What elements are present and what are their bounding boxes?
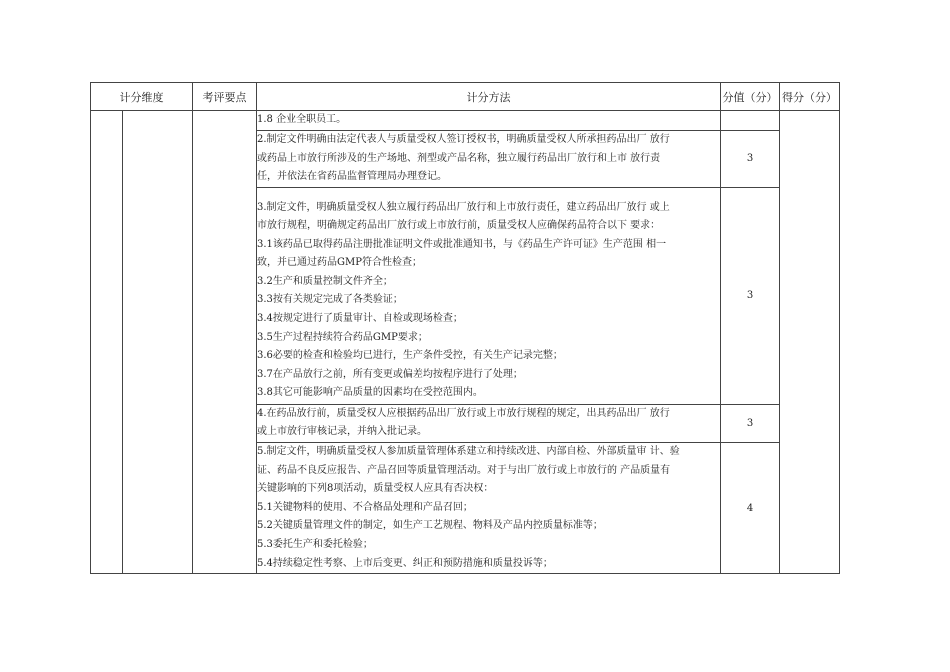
method-line: 市放行规程，明确规定药品出厂放行或上市放行前，质量受权人应确保药品符合以下 要求： (257, 220, 661, 232)
points-cell: 3 (721, 187, 780, 404)
method-line: 3.2生产和质量控制文件齐全； (257, 275, 393, 287)
method-cell (257, 442, 721, 573)
method-cell (257, 131, 721, 188)
method-line: 3.4按规定进行了质量审计、自检或现场检查； (257, 313, 463, 325)
method-line: 5.4持续稳定性考察、上市后变更、纠正和预防措施和质量投诉等； (257, 557, 553, 569)
method-line: 关键影响的下列8项活动，质量受权人应具有否决权： (257, 483, 494, 495)
method-line: 5.2关键质量管理文件的制定，如生产工艺规程、物料及产品内控质量标准等； (257, 520, 603, 532)
method-line: 任，并依法在省药品监督管理局办理登记。 (257, 171, 447, 183)
header-points: 分值（分） (721, 83, 780, 111)
method-line: 4.在药品放行前，质量受权人应根据药品出厂放行或上市放行规程的规定，出具药品出厂 放行 (257, 407, 670, 419)
method-line: 证、药品不良反应报告、产品召回等质量管理活动。对于与出厂放行或上市放行的 产品质量有 (257, 464, 671, 476)
header-key-points: 考评要点 (193, 83, 257, 111)
key-points-cell (193, 111, 257, 574)
method-line: 3.1该药品已取得药品注册批准证明文件或批准通知书，与《药品生产许可证》生产范围 相一 (257, 238, 667, 250)
points-cell: 3 (721, 131, 780, 188)
method-line: 1.8 企业全职员工。 (257, 114, 347, 126)
dimension-cell (91, 111, 123, 574)
points-cell: 3 (721, 404, 780, 442)
method-cell (257, 111, 721, 131)
method-line: 3.6必要的检查和检验均已进行，生产条件受控，有关生产记录完整； (257, 350, 563, 362)
method-line: 5.1关键物料的使用、不合格品处理和产品召回； (257, 501, 473, 513)
scoring-table (90, 82, 840, 574)
method-line: 3.8其它可能影响产品质量的因素均在受控范围内。 (257, 387, 483, 399)
score-cell (780, 111, 840, 574)
method-line: 5.3委托生产和委托检验； (257, 538, 373, 550)
header-score: 得分（分） (780, 83, 840, 111)
table-row (91, 111, 840, 131)
method-line: 3.7在产品放行之前，所有变更或偏差均按程序进行了处理； (257, 368, 523, 380)
method-line: 3.5生产过程持续符合药品GMP要求； (257, 331, 428, 343)
method-cell (257, 404, 721, 442)
points-cell (721, 111, 780, 131)
method-cell (257, 187, 721, 404)
method-line: 或上市放行审核记录，并纳入批记录。 (257, 426, 427, 438)
method-line: 5.制定文件，明确质量受权人参加质量管理体系建立和持续改进、内部自检、外部质量审 计、验 (257, 445, 680, 457)
method-line: 3.3按有关规定完成了各类验证； (257, 294, 403, 306)
method-line: 3.制定文件，明确质量受权人独立履行药品出厂放行和上市放行责任，建立药品出厂放行 或上 (257, 201, 670, 213)
method-line: 致，并已通过药品GMP符合性检查； (257, 257, 422, 269)
dimension-sub-cell (123, 111, 193, 574)
header-method: 计分方法 (257, 83, 721, 111)
method-line: 2.制定文件明确由法定代表人与质量受权人签订授权书，明确质量受权人所承担药品出厂 放行 (257, 134, 670, 145)
points-cell: 4 (721, 442, 780, 573)
header-dimension: 计分维度 (91, 83, 193, 111)
method-line: 或药品上市放行所涉及的生产场地、剂型或产品名称，独立履行药品出厂放行和上市 放行责 (257, 152, 661, 164)
table-header-row (91, 83, 840, 111)
